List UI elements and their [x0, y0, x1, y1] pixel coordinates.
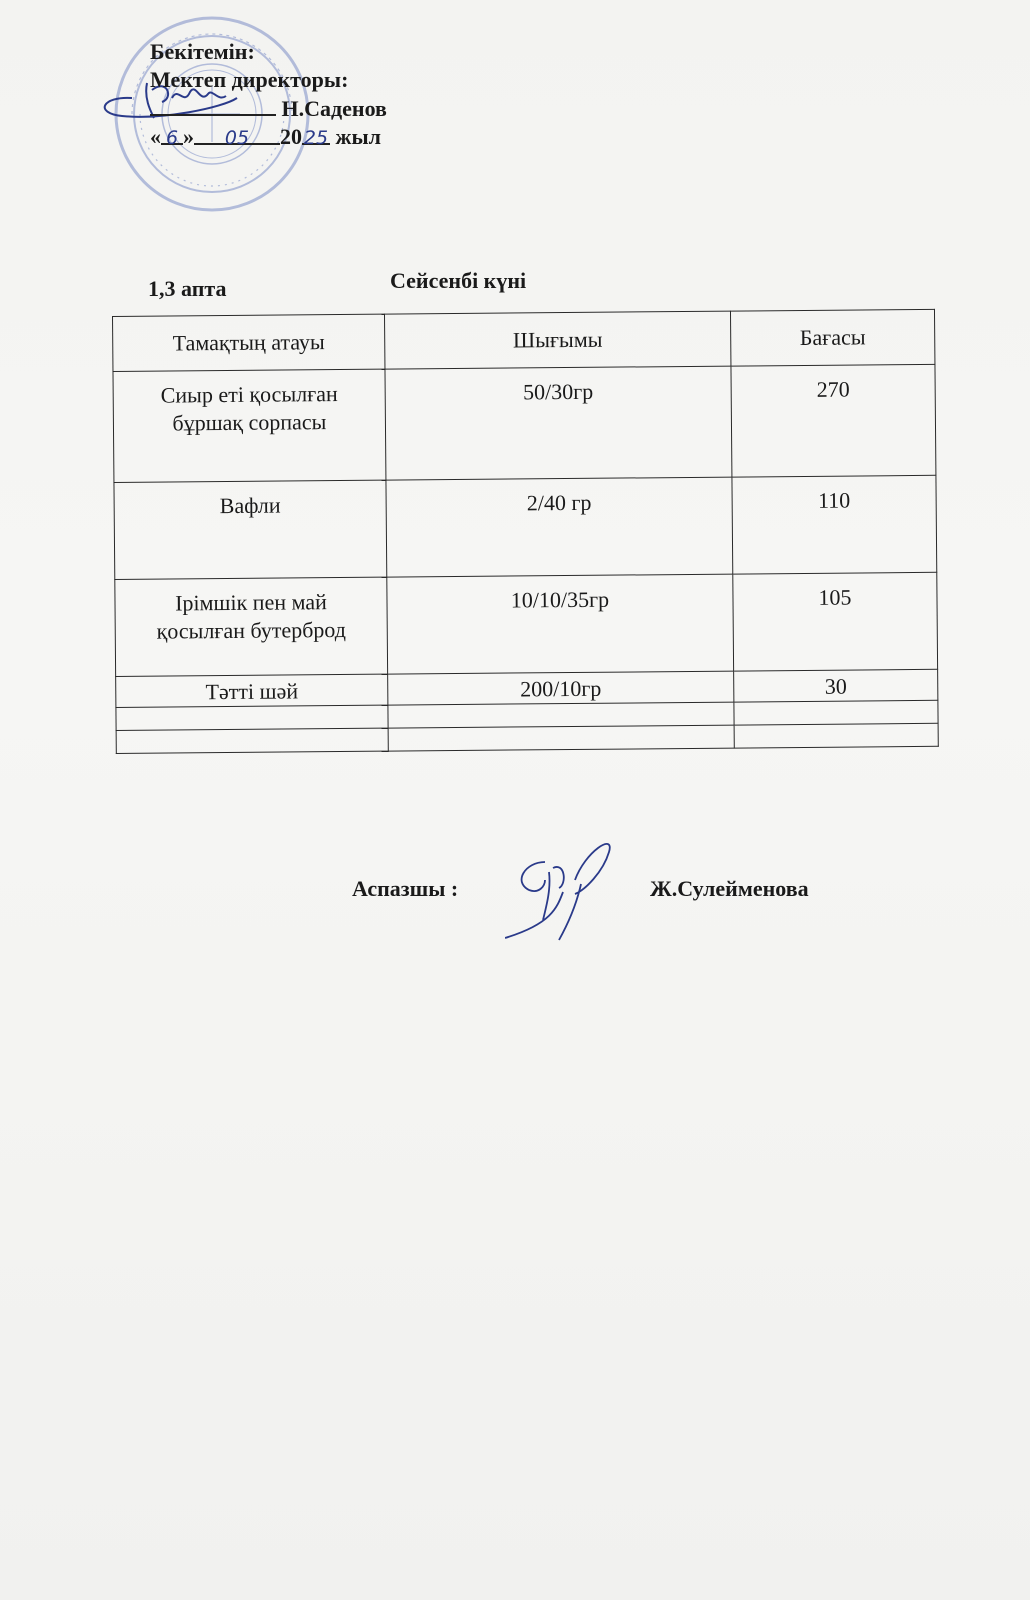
empty-cell: [734, 700, 938, 725]
date-day: 6: [165, 127, 179, 149]
dish-name-line: бұршақ сорпасы: [172, 409, 327, 436]
cook-label: Аспазшы :: [352, 876, 459, 901]
dish-name-line: Сиыр еті қосылған: [160, 381, 338, 408]
dish-price-cell: 270: [731, 364, 936, 477]
approval-name-line: [150, 94, 387, 123]
date-open-quote: «: [150, 124, 161, 149]
dish-price-cell: 105: [733, 572, 938, 671]
dish-name-cell: [114, 480, 387, 579]
dish-name-cell: [115, 577, 388, 676]
table-row: [115, 572, 938, 676]
empty-cell: [388, 702, 734, 728]
menu-table: [112, 309, 939, 754]
date-year-blank: [302, 123, 330, 149]
approval-role: Мектеп директоры:: [150, 67, 349, 92]
year-prefix: 20: [280, 124, 302, 149]
dish-name-line: Тәтті шәй: [205, 678, 299, 705]
approval-block: [150, 38, 387, 151]
empty-cell: [116, 705, 388, 730]
dish-yield-cell: 50/30гр: [385, 366, 732, 480]
signature-blank: [150, 94, 276, 116]
day-label: Сейсенбі күні: [390, 268, 527, 293]
column-header-name: Тамақтың атауы: [113, 314, 385, 371]
dish-name-line: қосылған бутерброд: [156, 616, 347, 644]
director-name: Н.Саденов: [281, 96, 387, 121]
column-header-price: Бағасы: [730, 309, 934, 366]
empty-cell: [734, 723, 938, 748]
column-header-yield: Шығымы: [384, 311, 730, 369]
approval-title: Бекітемін:: [150, 39, 255, 64]
empty-cell: [116, 728, 388, 753]
empty-cell: [388, 725, 734, 751]
year-word: жыл: [335, 124, 381, 149]
table-header-row: [113, 309, 935, 371]
dish-yield-cell: 10/10/35гр: [387, 574, 734, 674]
dish-yield-cell: 2/40 гр: [386, 477, 733, 577]
date-close-quote: »: [183, 124, 194, 149]
dish-name-line: Ірімшік пен май: [175, 589, 327, 616]
date-day-blank: [161, 123, 183, 149]
dish-price-cell: 110: [732, 475, 937, 574]
approval-date-line: [150, 123, 387, 151]
cook-signature: [505, 832, 635, 942]
table-row: [114, 475, 937, 579]
year-suffix: 25: [303, 127, 329, 149]
dish-name-cell: [113, 369, 386, 482]
dish-price-cell: 30: [734, 669, 938, 702]
dish-yield-cell: 200/10гр: [388, 671, 734, 705]
date-month-blank: [194, 123, 280, 149]
week-label: 1,3 апта: [148, 276, 227, 301]
cook-name: Ж.Сулейменова: [650, 876, 809, 901]
date-month: 05: [224, 127, 250, 149]
dish-name-line: Вафли: [219, 492, 281, 519]
dish-name-cell: [116, 674, 388, 707]
table-row: [113, 364, 936, 482]
